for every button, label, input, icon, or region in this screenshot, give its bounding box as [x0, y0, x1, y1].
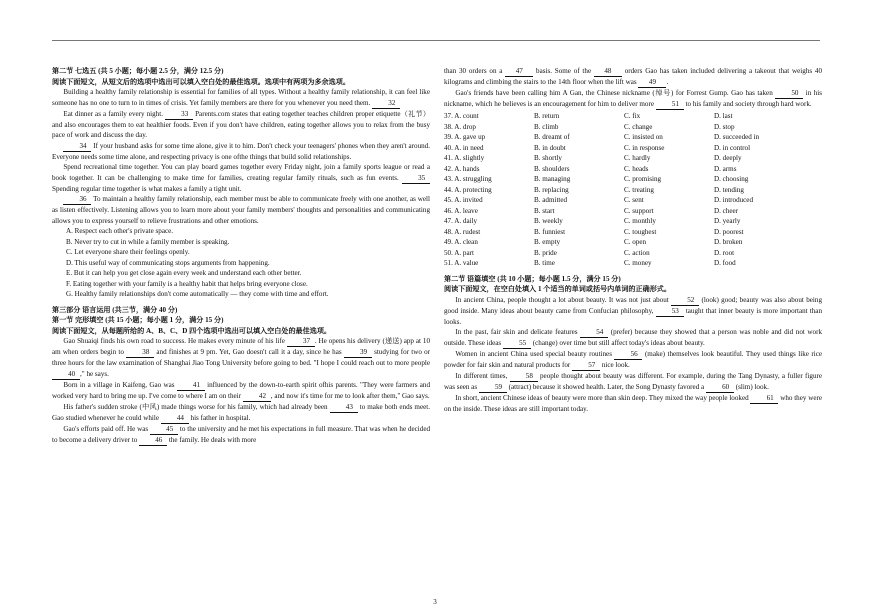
choice-option[interactable]: B. in doubt	[534, 143, 566, 152]
blank-42[interactable]: 42	[243, 392, 271, 402]
paragraph: Building a healthy family relationship is essential for families of all types. Without a healthy family relationship, it can feel like someone has no one to turn to in times of crisis. Yet family members are there for you whenever you need them. 32	[52, 88, 430, 107]
choice-option[interactable]: D. stop	[714, 122, 735, 131]
choice-row	[444, 174, 804, 185]
section-instructions: 阅读下面短文，在空白处填入 1 个适当的单词或括号内单词的正确形式。	[444, 285, 671, 293]
choice-option[interactable]: B. managing	[534, 175, 571, 183]
choice-option[interactable]: 41. A. slightly	[444, 154, 485, 162]
choice-option[interactable]: C. open	[624, 238, 647, 246]
section-title: 第二节 七选五 (共 5 小题；每小题 2.5 分，满分 12.5 分)	[52, 67, 224, 75]
choice-option[interactable]: C. fix	[624, 112, 641, 120]
blank-56[interactable]: 56	[614, 350, 642, 360]
paragraph: In short, ancient Chinese ideas of beauty were more than skin deep. They mixed the way people looked 61 who they were on the inside. These ideas are still important today.	[444, 394, 822, 413]
choice-option[interactable]: D. broken	[714, 238, 743, 246]
paragraph: Spend recreational time together. You can play board games together every Friday night, join a family sports league or read a book together. It can be challenging to make time for families, creating regular family rituals, such as fun events. 35 Spending regular time together is what makes a family a tight unit.	[52, 163, 430, 193]
paragraph: 34 If your husband asks for some time alone, give it to him. Don't check your teenagers' phones when they aren't around. Everyone needs some time alone, and respecting privacy is one ofthe things that build solid relationships.	[52, 141, 430, 161]
choice-option[interactable]: 48. A. rudest	[444, 227, 481, 236]
choice-option[interactable]: D. tending	[714, 185, 744, 194]
paragraph: Women in ancient China used special beauty routines 56 (make) themselves look beautiful. They used things like rice powder for fair skin and natural products for 57 nice look.	[444, 350, 822, 369]
choice-option[interactable]: B. time	[534, 259, 555, 267]
choices-table	[444, 111, 804, 269]
paragraph: In different times, 58 people thought about beauty was different. For example, during the Tang Dynasty, a fuller figure was seen as 59 (attract) because it showed health. Later, the Song Dynasty favored a 60 (slim) look.	[444, 372, 822, 391]
choice-option[interactable]: C. hardly	[624, 154, 651, 162]
blank-37[interactable]: 37	[287, 337, 315, 347]
blank-40[interactable]: 40	[52, 370, 80, 380]
choice-option[interactable]: B. admitted	[534, 196, 568, 204]
blank-57[interactable]: 57	[572, 361, 600, 371]
left-column	[52, 66, 430, 446]
choice-row	[444, 248, 804, 259]
option-d: D. This useful way of communicating stops arguments from happening.	[66, 258, 270, 267]
paragraph: In the past, fair skin and delicate features 54 (prefer) because they showed that a person was noble and did not work outside. These ideas 55 (change) over time but still affect today's ideas about beauty.	[444, 328, 822, 347]
choice-row	[444, 111, 804, 122]
section-instructions: 阅读下面短文，从短文后的选项中选出可以填入空白处的最佳选项。选项中有两项为多余选项。	[52, 77, 350, 86]
choice-row	[444, 206, 804, 217]
choice-option[interactable]: C. treating	[624, 185, 654, 194]
blank-34[interactable]: 34	[63, 142, 91, 152]
choice-row	[444, 143, 804, 154]
choice-option[interactable]: C. change	[624, 122, 653, 131]
blank-58[interactable]: 58	[510, 372, 538, 382]
choice-option[interactable]: D. introduced	[714, 196, 754, 204]
choice-option[interactable]: D. cheer	[714, 206, 739, 215]
choice-option[interactable]: D. root	[714, 248, 735, 257]
section-instructions: 阅读下面短文，从每题所给的 A、B、C、D 四个选项中选出可以填入空白处的最佳选项。	[52, 326, 332, 335]
blank-43[interactable]: 43	[330, 403, 358, 413]
choice-option[interactable]: C. action	[624, 248, 650, 257]
blank-33[interactable]: 33	[165, 110, 193, 120]
choice-option[interactable]: D. food	[714, 259, 736, 267]
choice-option[interactable]: C. heads	[624, 164, 649, 173]
choice-option[interactable]: D. arms	[714, 164, 737, 173]
option-e: E. But it can help you get close again every week and understand each other better.	[66, 269, 302, 277]
part-title: 第三部分 语言运用 (共三节，满分 40 分)	[52, 305, 178, 314]
choice-option[interactable]: 44. A. protecting	[444, 185, 492, 194]
blank-52[interactable]: 52	[671, 296, 699, 306]
blank-46[interactable]: 46	[139, 436, 167, 446]
paragraph: 36 To maintain a healthy family relationship, each member must be able to communicate freely with one another, as well as listen effectively. Listening allows you to learn more about your family members' thoughts and personalities and communicating allows you to express yourself to relieve frustrations and other emotions.	[52, 195, 430, 225]
choice-option[interactable]: 51. A. value	[444, 259, 479, 267]
choice-option[interactable]: D. deeply	[714, 154, 742, 162]
choice-option[interactable]: B. dreamt of	[534, 133, 570, 141]
choice-option[interactable]: C. sent	[624, 196, 644, 204]
paragraph: Gao's efforts paid off. He was 45 to the university and he met his expectations in full measure. That was when he decided to become a delivery driver to 46 the family. He deals with more	[52, 424, 431, 444]
choice-option[interactable]: B. funniest	[534, 227, 566, 236]
choice-option[interactable]: 46. A. leave	[444, 206, 478, 215]
choice-option[interactable]: C. in response	[624, 143, 665, 152]
paragraph: Gao's friends have been calling him A Gan, the Chinese nickname (绰号) for Forrest Gump. Gao has taken 50 in his nickname, which he believes is an encouragement for him to deliver more 51 to his family and society through hard work.	[444, 89, 822, 108]
blank-35[interactable]: 35	[402, 174, 430, 184]
blank-38[interactable]: 38	[126, 348, 154, 358]
choice-option[interactable]: 47. A. daily	[444, 217, 478, 225]
blank-60[interactable]: 60	[706, 383, 734, 393]
choice-option[interactable]: B. empty	[534, 238, 561, 246]
blank-53[interactable]: 53	[656, 307, 684, 317]
choice-row	[444, 153, 804, 164]
choice-option[interactable]: B. shortly	[534, 154, 562, 162]
choice-row	[444, 132, 804, 143]
blank-61[interactable]: 61	[750, 394, 778, 404]
blank-51[interactable]: 51	[656, 100, 684, 110]
blank-49[interactable]: 49	[638, 78, 666, 88]
option-c: C. Let everyone share their feelings openly.	[66, 248, 190, 256]
blank-50[interactable]: 50	[775, 89, 803, 99]
blank-59[interactable]: 59	[479, 383, 507, 393]
blank-36[interactable]: 36	[63, 195, 91, 205]
choice-option[interactable]: B. shoulders	[534, 164, 570, 173]
choice-option[interactable]: B. weekly	[534, 217, 563, 225]
paragraph: In ancient China, people thought a lot about beauty. It was not just about 52 (look) good; beauty was also about being good inside. Many ideas about beauty came from Confucian philosophy, 53 taught that inner beauty is more important than looks.	[444, 295, 823, 326]
section-title: 第一节 完形填空 (共 15 小题；每小题 1 分，满分 15 分)	[52, 316, 224, 324]
paragraph: Eat dinner as a family every night. 33 Parents.com states that eating together teaches children proper etiquette（礼节）and also encourages them to eat healthier foods. Even if you don't have children, eating together allows you to relax from the busy pace of work and discuss the day.	[52, 109, 430, 139]
choice-option[interactable]: C. toughest	[624, 227, 657, 236]
option-b: B. Never try to cut in while a family member is speaking.	[66, 237, 230, 246]
choice-option[interactable]: D. choosing	[714, 175, 749, 183]
choice-option[interactable]: 40. A. in need	[444, 143, 484, 152]
choice-row	[444, 227, 804, 238]
choice-row	[444, 258, 804, 269]
choice-option[interactable]: D. last	[714, 112, 733, 120]
choice-option[interactable]: C. support	[624, 206, 654, 215]
option-g: G. Healthy family relationships don't come automatically — they come with time and effort.	[66, 290, 329, 298]
choice-option[interactable]: 38. A. drop	[444, 122, 476, 131]
choice-option[interactable]: 50. A. part	[444, 248, 474, 257]
choice-option[interactable]: D. yearly	[714, 217, 741, 225]
blank-45[interactable]: 45	[150, 425, 178, 435]
page-number: 3	[433, 598, 437, 606]
blank-41[interactable]: 41	[177, 381, 205, 391]
choice-row	[444, 195, 804, 206]
choice-option[interactable]: 49. A. clean	[444, 238, 478, 246]
choice-option[interactable]: 39. A. gave up	[444, 133, 486, 141]
header-rule	[52, 40, 820, 41]
choice-row	[444, 216, 804, 227]
blank-48[interactable]: 48	[594, 67, 622, 77]
choice-option[interactable]: B. return	[534, 112, 560, 120]
paragraph: Gao Shuaiqi finds his own road to success. He makes every minute of his life 37 . He opens his delivery (递送) app at 10 am when orders begin to 38 and finishes at 9 pm. Yet, Gao doesn't call it a day, since he has 39 studying for two or three hours for the law examination of Shanghai Jiao Tong University before going to bed. "I hope I could reach out to more people 40 ," he says.	[52, 337, 431, 378]
choice-option[interactable]: D. in control	[714, 143, 751, 152]
option-a: A. Respect each other's private space.	[66, 227, 174, 235]
blank-47[interactable]: 47	[505, 67, 533, 77]
choice-option[interactable]: 45. A. invited	[444, 196, 483, 204]
choice-option[interactable]: C. promising	[624, 175, 662, 183]
option-f: F. Eating together with your family is a healthy habit that helps bring everyone close.	[66, 279, 308, 288]
paragraph: than 30 orders on a 47 basis. Some of the 48 orders Gao has taken included delivering a takeout that weighs 40 kilograms and climbing the stairs to the 14th floor when the lift was 49 .	[444, 67, 823, 86]
blank-55[interactable]: 55	[503, 339, 531, 349]
choice-option[interactable]: B. replacing	[534, 185, 569, 194]
blank-39[interactable]: 39	[344, 348, 372, 358]
choice-row	[444, 185, 804, 196]
choice-option[interactable]: C. insisted on	[624, 133, 663, 141]
choice-row	[444, 164, 804, 175]
section-title: 第二节 语篇填空 (共 10 小题；每小题 1.5 分，满分 15 分)	[444, 274, 621, 283]
choice-option[interactable]: D. succeeded in	[714, 133, 760, 141]
paragraph: Born in a village in Kaifeng, Gao was 41 influenced by the down-to-earth spirit ofhis parents. "They were farmers and worked very hard to bring me up. I've come to where I am on their 42 , and now it's time for me to look after them," Gao says.	[52, 380, 431, 400]
right-column	[444, 66, 822, 415]
choice-option[interactable]: 37. A. count	[444, 112, 479, 120]
blank-44[interactable]: 44	[161, 414, 189, 424]
choice-option[interactable]: 43. A. struggling	[444, 175, 492, 183]
blank-54[interactable]: 54	[580, 328, 608, 338]
choice-option[interactable]: C. monthly	[624, 217, 656, 225]
choice-option[interactable]: B. start	[534, 206, 555, 215]
choice-option[interactable]: B. pride	[534, 248, 557, 257]
choice-option[interactable]: C. money	[624, 259, 652, 267]
choice-row	[444, 237, 804, 248]
choice-row	[444, 122, 804, 133]
paragraph: His father's sudden stroke (中风) made things worse for his family, which had already been 43 to make both ends meet. Gao studied whenever he could while 44 his father in hospital.	[52, 402, 430, 422]
choice-option[interactable]: B. climb	[534, 122, 559, 131]
choice-option[interactable]: 42. A. hands	[444, 164, 480, 173]
blank-32[interactable]: 32	[372, 99, 400, 109]
choice-option[interactable]: D. poorest	[714, 227, 744, 236]
